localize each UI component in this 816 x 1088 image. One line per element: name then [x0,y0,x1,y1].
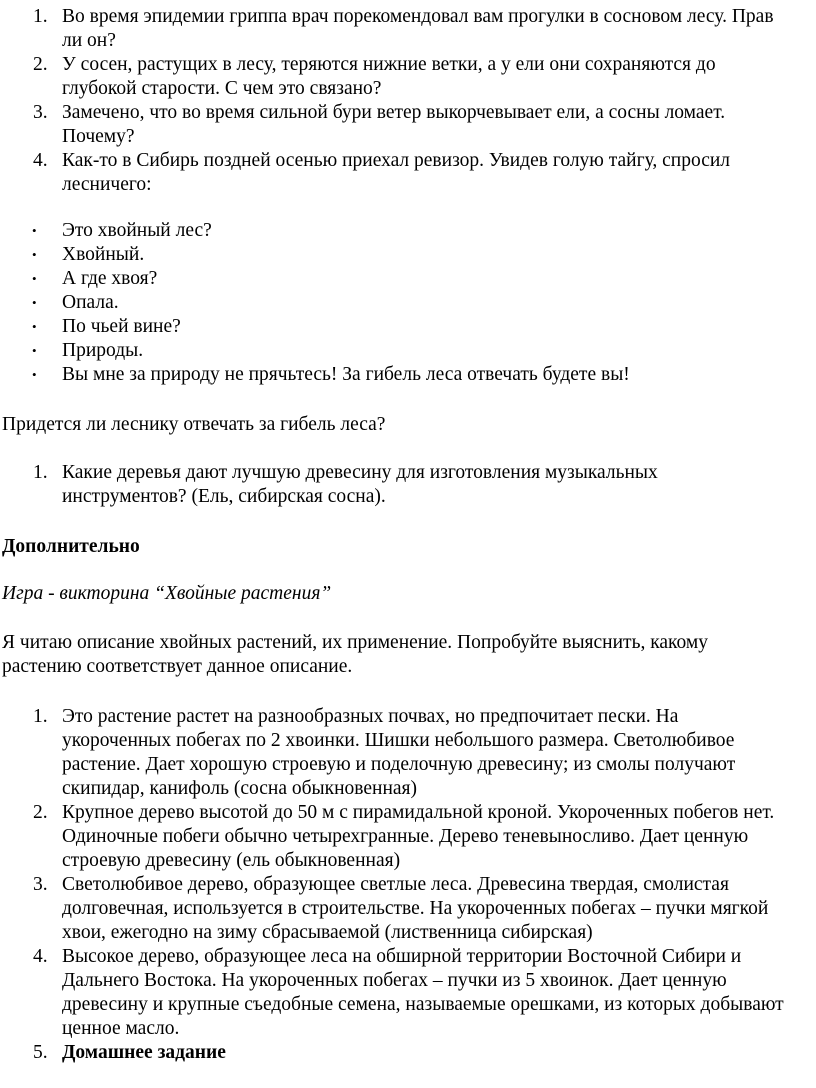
list-item [0,945,800,1041]
bullet: • [32,367,37,382]
item-number: 3. [33,102,48,123]
item-text: Домашнее задание [62,1042,226,1063]
quiz-title: Игра - викторина “Хвойные растения” [2,583,332,604]
dialogue-list [0,219,800,387]
item-number: 1. [33,706,48,727]
list-item [0,705,800,801]
bullet: • [32,223,37,238]
item-number: 1. [33,6,48,27]
item-text: Хвойный. [62,244,145,265]
item-text: Природы. [62,340,144,361]
item-text: Какие деревья дают лучшую древесину для изготовления музыкальных инструментов? (Ель, сибирская сосна). [62,462,658,507]
item-number: 4. [33,946,48,967]
item-text: У сосен, растущих в лесу, теряются нижние ветки, а у ели они сохраняются до глубокой старости. С чем это связано? [62,54,716,99]
item-text: Высокое дерево, образующее леса на обширной территории Восточной Сибири и Дальнего Востока. На укороченных побегах – пучки из 5 хвоинок. Дает ценную древесину и крупные съедобные семена, называемые орешками, из которых добывают ценное масло. [62,946,784,1039]
question-list-2 [0,461,800,509]
list-item [0,101,800,149]
list-item [0,267,800,291]
item-number: 5. [33,1042,48,1063]
list-item [0,149,800,197]
item-text: По чьей вине? [62,316,181,337]
list-item [0,5,800,53]
item-text: Крупное дерево высотой до 50 м с пирамидальной кроной. Укороченных побегов нет. Одиночные побеги обычно четырехгранные. Дерево теневыносливо. Дает ценную строевую древесину (ель обыкновенная) [62,802,775,871]
question-paragraph: Придется ли леснику отвечать за гибель леса? [2,414,386,435]
item-text: Светолюбивое дерево, образующее светлые леса. Древесина твердая, смолистая долговечная, используется в строительстве. На укороченных побегах – пучки мягкой хвои, ежегодно на зиму сбрасываемой (лиственница сибирская) [62,874,769,943]
bullet: • [32,319,37,334]
item-number: 3. [33,874,48,895]
list-item [0,461,800,509]
list-item [0,339,800,363]
item-text: Во время эпидемии гриппа врач порекомендовал вам прогулки в сосновом лесу. Прав ли он? [62,6,774,51]
list-item [0,315,800,339]
list-item [0,1041,800,1065]
list-item [0,801,800,873]
item-text: Это хвойный лес? [62,220,212,241]
list-item [0,243,800,267]
item-number: 1. [33,462,48,483]
bullet: • [32,343,37,358]
bullet: • [32,271,37,286]
quiz-list [0,705,800,1065]
list-item [0,363,800,387]
bullet: • [32,247,37,262]
list-item [0,219,800,243]
item-number: 2. [33,802,48,823]
section-heading: Дополнительно [2,536,140,557]
item-number: 2. [33,54,48,75]
list-item [0,291,800,315]
list-item [0,873,800,945]
item-text: Замечено, что во время сильной бури ветер выкорчевывает ели, а сосны ломает. Почему? [62,102,726,147]
item-number: 4. [33,150,48,171]
item-text: Как-то в Сибирь поздней осенью приехал ревизор. Увидев голую тайгу, спросил лесничего: [62,150,731,195]
item-text: А где хвоя? [62,268,158,289]
question-list-1 [0,5,800,197]
intro-paragraph: Я читаю описание хвойных растений, их применение. Попробуйте выяснить, какому растению соответствует данное описание. [2,632,708,677]
bullet: • [32,295,37,310]
item-text: Это растение растет на разнообразных почвах, но предпочитает пески. На укороченных побегах по 2 хвоинки. Шишки небольшого размера. Светолюбивое растение. Дает хорошую строевую и поделочную древесину; из смолы получают скипидар, канифоль (сосна обыкновенная) [62,706,736,799]
item-text: Вы мне за природу не прячьтесь! За гибель леса отвечать будете вы! [62,364,630,385]
item-text: Опала. [62,292,119,313]
list-item [0,53,800,101]
